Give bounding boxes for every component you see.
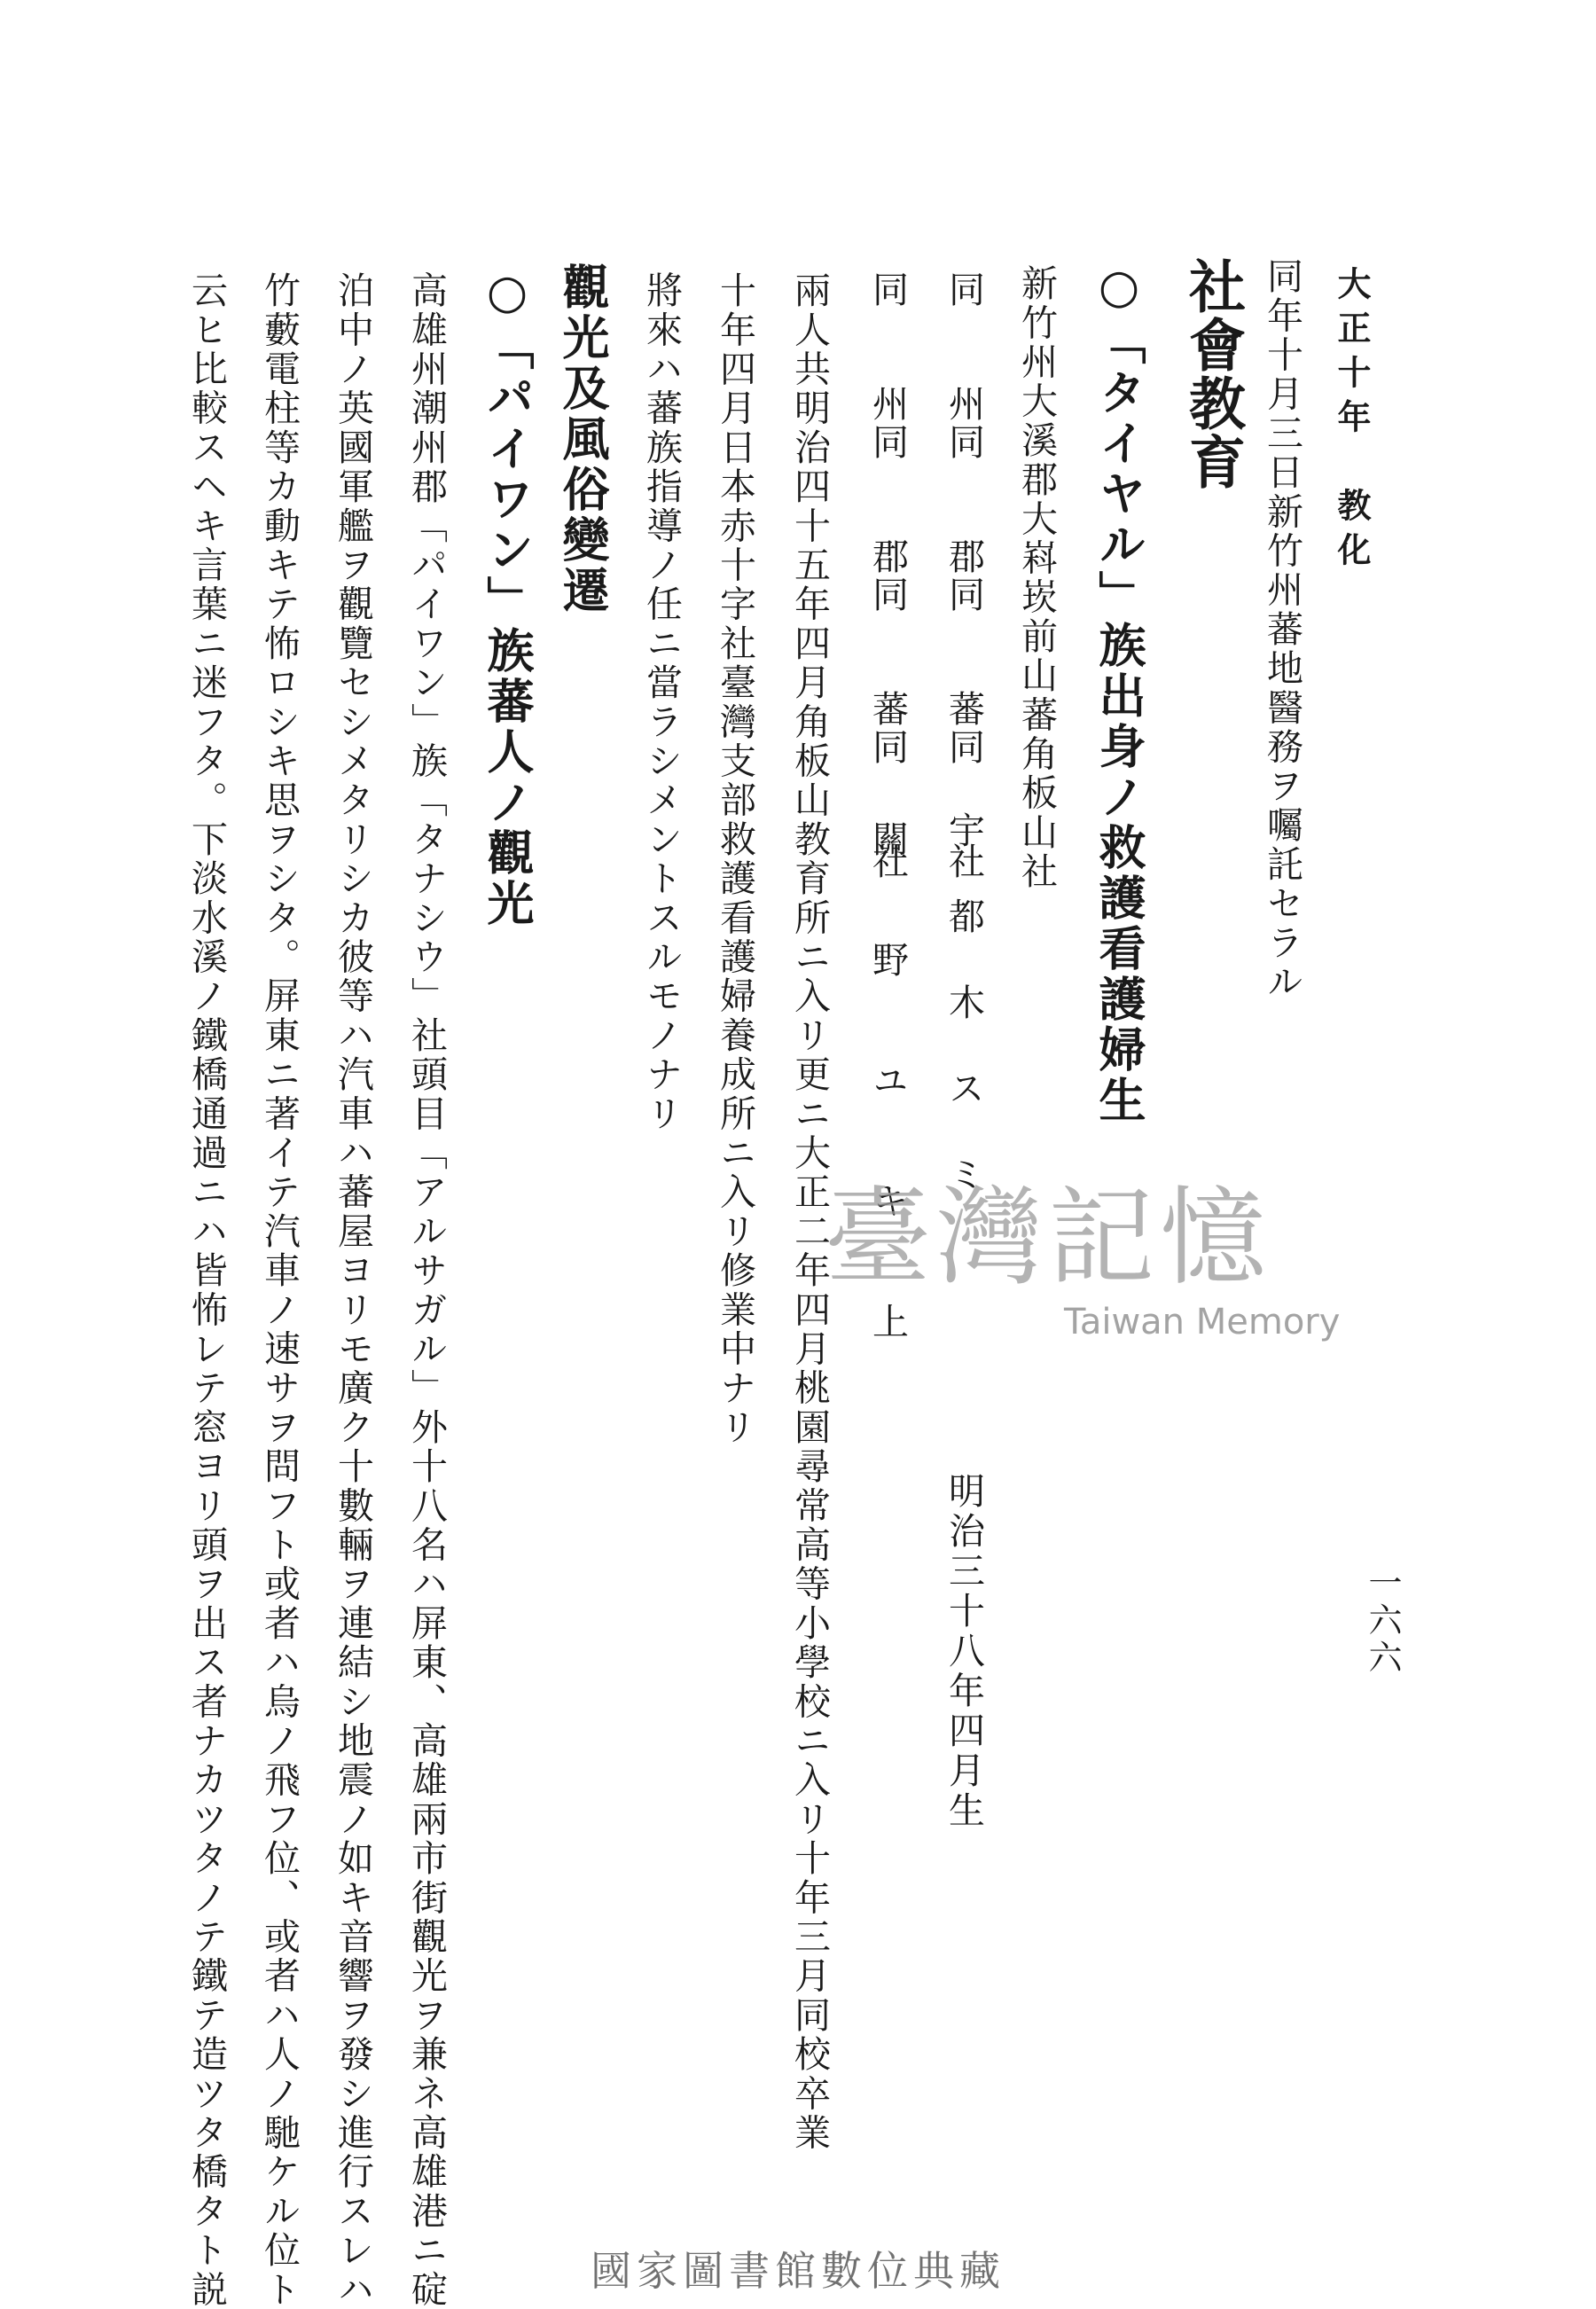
text-column: 將來ハ蕃族指導ノ任ニ當ラシメントスルモノナリ — [640, 271, 683, 1134]
article-heading: ○「パイワン」族蕃人ノ觀光 — [480, 264, 535, 929]
running-title: 大正十年 教化 — [1332, 266, 1372, 576]
footer-credit: 國家圖書館數位典藏 — [591, 2247, 1005, 2295]
person-address-prefix: 同 州同 郡同 蕃同 社 — [943, 270, 985, 881]
person-birth: 明治三十八年四月生 — [943, 1472, 985, 1831]
article-heading: ○「タイヤル」族出身ノ救護看護婦生 — [1091, 259, 1146, 1126]
page-number: 一六六 — [1363, 1565, 1402, 1677]
text-column: 云ヒ比較スヘキ言葉ニ迷フタ。下淡水溪ノ鐵橋通過ニハ皆怖レテ窓ヨリ頭ヲ出ス者ナカツタノテ鐵テ造ツタ橋タト説 — [185, 271, 228, 2309]
watermark-logo — [825, 1153, 1340, 1342]
text-column: 竹藪電柱等カ動キテ怖ロシキ思ヲシタ。屏東ニ著イテ汽車ノ速サヲ問フト或者ハ烏ノ飛フ位、或者ハ人ノ馳ケル位ト — [258, 271, 301, 2309]
person-name: 關野ユキ上 — [866, 820, 909, 1423]
text-column: 十年四月日本赤十字社臺灣支部救護看護婦養成所ニ入リ修業中ナリ — [714, 271, 756, 1447]
text-column: 泊中ノ英國軍艦ヲ觀覽セシメタリシカ彼等ハ汽車ハ蕃屋ヨリモ廣ク十數輛ヲ連結シ地震ノ如キ音響ヲ發シ進行スレハ — [332, 271, 374, 2309]
section-heading: 觀光及風俗變遷 — [555, 262, 610, 616]
watermark-subtitle: Taiwan Memory — [1064, 1302, 1341, 1342]
section-heading: 社會教育 — [1179, 257, 1246, 491]
person-name: 宇都木スミ — [943, 811, 985, 1241]
text-column: 同年十月三日新竹州蕃地醫務ヲ囑託セラル — [1261, 257, 1303, 1002]
watermark-title: 臺灣記憶 — [825, 1177, 1271, 1300]
text-column: 高雄州潮州郡「パイワン」族「タナシウ」社頭目「アルサガル」外十八名ハ屏東、高雄兩市街觀光ヲ兼ネ高雄港ニ碇 — [405, 271, 448, 2309]
person-address-prefix: 同 州同 郡同 蕃同 社 — [866, 270, 909, 881]
address-line: 新竹州大溪郡大嵙崁前山蕃角板山社 — [1015, 264, 1058, 892]
text-column: 兩人共明治四十五年四月角板山教育所ニ入リ更ニ大正二年四月桃園尋常高等小學校ニ入リ十年三月同校卒業 — [788, 271, 831, 2153]
